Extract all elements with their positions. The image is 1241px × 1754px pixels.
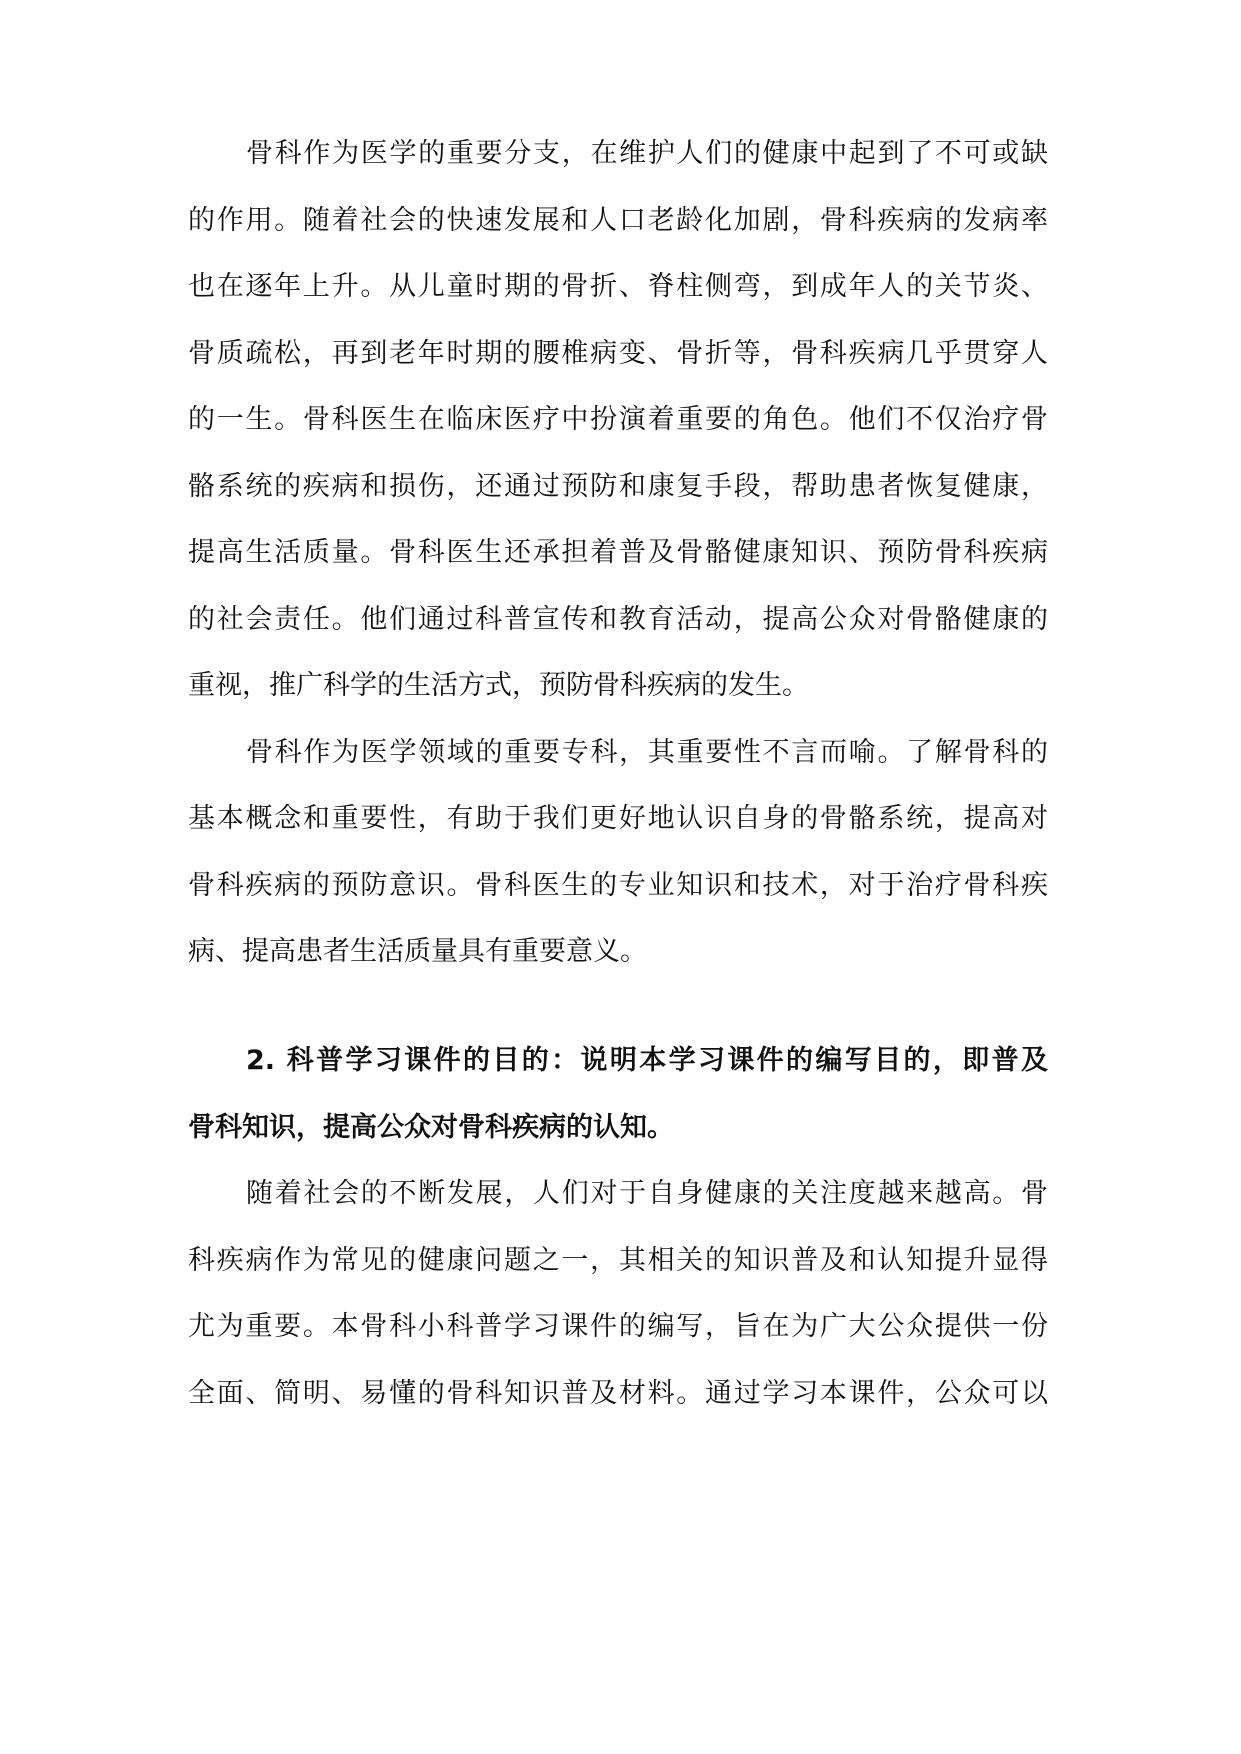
- text-line: 随着社会的不断发展，人们对于自身健康的关注度越来越高。骨: [246, 1178, 1048, 1209]
- text-line: 提高生活质量。骨科医生还承担着普及骨骼健康知识、预防骨科疾病: [188, 537, 1048, 568]
- heading-line: 骨科知识，提高公众对骨科疾病的认知。: [188, 1112, 674, 1143]
- text-line: 科疾病作为常见的健康问题之一，其相关的知识普及和认知提升显得: [188, 1245, 1048, 1276]
- text-line: 骨科疾病的预防意识。骨科医生的专业知识和技术，对于治疗骨科疾: [188, 870, 1048, 901]
- text-line: 的作用。随着社会的快速发展和人口老龄化加剧，骨科疾病的发病率: [188, 205, 1048, 236]
- text-line: 重视，推广科学的生活方式，预防骨科疾病的发生。: [188, 670, 809, 701]
- heading-line: 2. 科普学习课件的目的：说明本学习课件的编写目的，即普及: [246, 1045, 1048, 1076]
- text-line: 基本概念和重要性，有助于我们更好地认识自身的骨骼系统，提高对: [188, 803, 1048, 834]
- text-line: 病、提高患者生活质量具有重要意义。: [188, 936, 647, 967]
- text-line: 的社会责任。他们通过科普宣传和教育活动，提高公众对骨骼健康的: [188, 604, 1048, 635]
- text-line: 全面、简明、易懂的骨科知识普及材料。通过学习本课件，公众可以: [188, 1378, 1048, 1409]
- text-line: 的一生。骨科医生在临床医疗中扮演着重要的角色。他们不仅治疗骨: [188, 404, 1048, 435]
- text-line: 骼系统的疾病和损伤，还通过预防和康复手段，帮助患者恢复健康，: [188, 471, 1048, 502]
- text-line: 尤为重要。本骨科小科普学习课件的编写，旨在为广大公众提供一份: [188, 1311, 1048, 1342]
- text-line: 骨科作为医学领域的重要专科，其重要性不言而喻。了解骨科的: [246, 737, 1048, 768]
- text-line: 也在逐年上升。从儿童时期的骨折、脊柱侧弯，到成年人的关节炎、: [188, 271, 1048, 302]
- text-line: 骨科作为医学的重要分支，在维护人们的健康中起到了不可或缺: [246, 138, 1048, 169]
- text-line: 骨质疏松，再到老年时期的腰椎病变、骨折等，骨科疾病几乎贯穿人: [188, 338, 1048, 369]
